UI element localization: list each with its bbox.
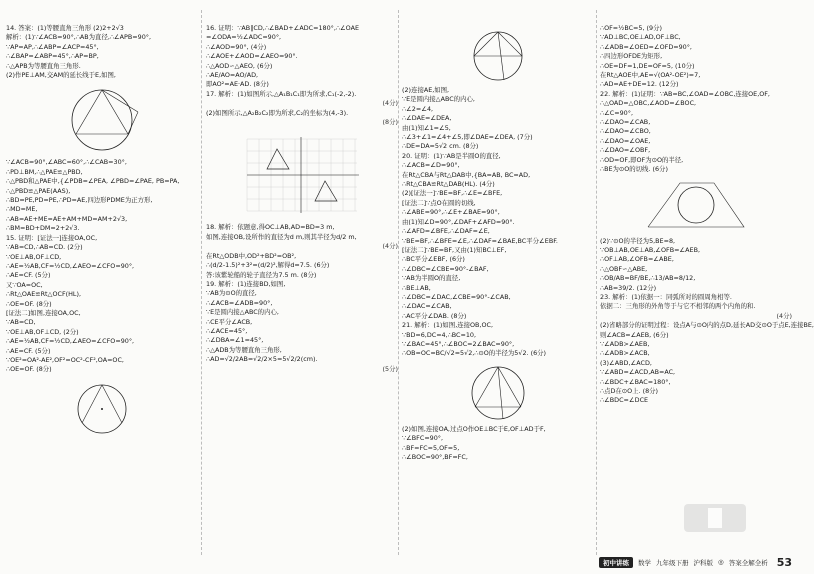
text-line: (3)∠ABD,∠ACD, [600, 358, 652, 367]
text-line: ∴CE平分∠ACB, [206, 317, 253, 326]
text-line: ∴OE=DF=1,DE=OF=5, (10分) [600, 61, 695, 70]
text-line: 19. 解析：(1)连接BD,如图, [206, 279, 286, 288]
text-line: ∵∠ABD=∠ACD,AB=AC, [600, 368, 676, 377]
text-line: ∴PD⊥BM,∴△PAE≌△PBD, [6, 167, 83, 176]
text-line: ∴AB=39/2. (12分) [600, 283, 657, 292]
text-line: (2)如图所示,△A₂B₂C₂即为所求,C₂的坐标为(4,-3). [206, 108, 349, 117]
text-line: ∴∠DBA=∠1=45°, [206, 336, 264, 345]
text-line: ∴BC平分∠EBF, (6分) [402, 255, 465, 264]
text-line: ∴∠ADB=∠OED=∠OFD=90°, [600, 42, 692, 51]
column-divider [596, 10, 597, 555]
text-line: 15. 证明：[证法一]连接OA,OC, [6, 233, 98, 242]
column-3 [402, 24, 594, 552]
column-1 [6, 24, 198, 552]
text-line: ∴AE=½AB,CF=½CD,∠AEO=∠CFO=90°, [6, 261, 135, 270]
text-line: ∴∠AOD=90°, (4分) [206, 42, 267, 51]
text-line: [证法二]∵点O在圆的切线, [402, 198, 476, 207]
text-line: ∴MD=ME, [6, 205, 38, 214]
text-line: ∴OE=OF. (8分) [6, 365, 52, 374]
text-line: ∴∠DAO=∠CBO, [600, 127, 651, 136]
text-line: 21. 解析：(1)如图,连接OB,OC, [402, 321, 493, 330]
text-line: ∴OF=½BC=5, (9分) [600, 24, 662, 32]
text-line: ∴∠BOC=90°,BF=FC, [402, 453, 468, 461]
text-line: (2)省略部分的证明过程：设点A与⊙O内的点D,延长AD交⊙O于点E,连接BE, [600, 321, 814, 330]
text-line: 在Rt△ODB中,OD²+BD²=OB², [206, 251, 297, 260]
text-line: (4分) [382, 242, 398, 251]
column-2 [206, 24, 398, 552]
text-line: ∴∠DAO=∠OAE, [600, 136, 651, 145]
text-line: ∴DE=DA=5√2 cm. (8分) [402, 142, 479, 151]
text-line: ∴∠ADB>∠ACB, [600, 349, 650, 358]
text-line: ∴∠DAC=∠CAB, [402, 302, 452, 311]
text-line: ∴Rt△OAE≌Rt△OCF(HL), [6, 290, 82, 299]
text-line: 17. 解析：(1)如图所示,△A₁B₁C₁即为所求,C₁(-2,-2). [206, 89, 357, 98]
text-line: ∴∠DAO=∠CAB, [600, 118, 651, 127]
text-line: ∵∠ADB>∠AEB, [600, 339, 650, 348]
text-line: ∵∠BAC=45°,∴∠BOC=2∠BAC=90°, [402, 339, 515, 348]
text-line: ∴点D在⊙O上. (8分) [600, 387, 659, 395]
footer-circle-icon: ◎ [718, 558, 724, 566]
text-line: ∴△OAD=△OBC,∠AOD=∠BOC, [600, 99, 697, 108]
text-line: ∵AB为半圆O的直径, [402, 274, 461, 283]
text-line: 答:该紫轮船的轮子直径为7.5 m. (8分) [206, 270, 317, 279]
text-line: ∵AB=CD,∴AB=CD. (2分) [6, 243, 83, 252]
column-4 [600, 24, 814, 552]
text-line: ∵OE⊥AB,OF⊥CD, [6, 252, 62, 261]
text-line: ∴OF⊥AB,∠OFB=∠ABE, [600, 255, 674, 264]
text-line: ∵OE²=OA²-AE²,OF²=OC²-CF²,OA=OC, [6, 355, 124, 364]
watermark-icon [680, 500, 750, 536]
text-line: (8分) [382, 118, 398, 127]
text-line: ∴∠BDC+∠BAC=180°, [600, 377, 671, 386]
text-line: (4分) [382, 99, 398, 108]
circle-figure-q14 [42, 82, 162, 156]
text-line: ∴OB=OC=BC/√2=5√2,∴⊙O的半径为5√2. (6分) [402, 349, 547, 358]
page-number: 53 [776, 555, 792, 569]
text-line: (2)[证法一]∵BE=BF,∴∠E=∠BFE, [402, 189, 503, 198]
text-line: (2)连接AE,如图, [402, 86, 450, 94]
text-line: ∴AE=CF. (5分) [6, 271, 51, 280]
text-line: ∴△APB为等腰直角三角形. [6, 61, 81, 70]
text-line: (5分) [382, 364, 398, 373]
text-line: 由(1)知∠1=∠5, [402, 123, 451, 132]
text-line: ∴∠3+∠1=∠4+∠5,即∠DAE=∠DEA, (7分) [402, 133, 533, 142]
text-line: ∴AE/AO=AO/AD, [206, 71, 259, 80]
text-line: 在Rt△CBA与Rt△DAB中,{BA=AB, BC=AD, [402, 170, 531, 179]
text-line: (2)如图,连接OA,过点O作OE⊥BC于E,OF⊥AD于F, [402, 424, 546, 433]
text-line: ∴∠ABE=90°,∴∠E+∠BAE=90°, [402, 208, 500, 217]
text-line: ∴∠DBC=∠CBE=90°-∠BAF, [402, 264, 489, 273]
text-line: 16. 证明：∵AB∥CD,∴∠BAD+∠ADC=180°,∴∠OAE [206, 24, 360, 32]
text-line: [证法二]如图,连接OA,OC, [6, 308, 81, 317]
column-divider [398, 10, 399, 555]
column-divider [201, 10, 202, 555]
footer-grade: 九年级下册 [656, 558, 689, 567]
series-badge: 初中讲练 [599, 557, 633, 568]
text-line: (2)∵⊙O的半径为5,BE=8, [600, 236, 676, 245]
footer-subject: 数学 [638, 558, 652, 567]
text-line: ∴BE⊥AB, [402, 283, 431, 292]
text-line: 解析：(1)∵∠ACB=90°,∴AB为直径,∴∠APB=90°, [6, 33, 151, 42]
text-line: (4分) [776, 311, 792, 320]
grid-figure-q17 [237, 129, 367, 221]
text-line: (2)作PE⊥AM,交AM的延长线于E,如图, [6, 71, 116, 80]
text-line: ∴BE为⊙O的切线. (6分) [600, 165, 668, 174]
text-line: ∵AP=AP,∴∠ABP=∠ACP=45°, [6, 42, 99, 51]
text-line: ∴BD=PE,PD=PE,∴PD=AE,四边形PDME为正方形, [6, 196, 153, 205]
text-line: [证法二]∵BE=BF,又由(1)知BC⊥EF, [402, 245, 507, 254]
text-line: ∵E是圆内接△ABC的内心, [206, 308, 279, 317]
text-line: ∵AB=CD, [6, 318, 36, 327]
text-line: ∴AD=√2/2AB=√2/2×5=5√2/2(cm). [206, 355, 318, 364]
footer-answer-label: 答案全解全析 [728, 558, 768, 567]
text-line: ∴∠AOE+∠AOD=∠AEO=90°. [206, 52, 298, 61]
text-line: ∵OB⊥AB,OE⊥AB,∠OFB=∠AEB, [600, 245, 700, 254]
circle-figure-q22 [636, 177, 756, 235]
text-line: 14. 答案：(1)等腰直角三角形 (2)2+2√3 [6, 24, 124, 32]
text-line: ∴AB=AE+ME=AE+AM+MD=AM+2√3, [6, 214, 128, 223]
text-line: ∴Rt△CBA≌Rt△DAB(HL). (4分) [402, 180, 495, 189]
text-line: 22. 解析：(1)证明：∵AB=BC,∠OAD=∠OBC,连接OE,OF, [600, 89, 770, 98]
text-line: ∵AB为⊙O的直径, [206, 289, 257, 298]
text-line: 则∠ACB=∠AEB, (6分) [600, 330, 669, 339]
text-line: 又∵OA=OC, [6, 280, 43, 289]
text-line: 23. 解析：(1)依据一：同弧所对的圆周角相等. [600, 292, 732, 301]
text-line: 依据二：三角形的外角等于与它不相邻的两个内角的和. [600, 302, 756, 311]
text-line: ∵BD=6,DC=4,∴BC=10, [402, 330, 476, 339]
circle-figure-q19 [458, 26, 538, 84]
text-line: ∴OE=OF. (8分) [6, 299, 52, 308]
text-line: ∵BE=BF,∴∠BFE=∠E,∴∠DAF=∠BAE,BC平分∠EBF. [402, 236, 558, 245]
text-line: ∴∠ACB=∠D=90°, [402, 161, 460, 170]
text-line: =∠ODA=½∠ADC=90°, [206, 33, 282, 42]
text-line: ∴△AOD∽△AEO, (6分) [206, 61, 273, 70]
circle-figure-q21 [453, 361, 543, 423]
text-line: ∴∠AFD=∠BFE,∴∠DAF=∠E, [402, 227, 490, 236]
text-line: ∵∠ACB=90°,∠ABC=60°,∴∠CAB=30°, [6, 158, 127, 167]
text-line: ∴OB/AB=BF/BE,∴13/AB=8/12, [600, 274, 696, 283]
text-line: ∴△PBD和△PAE中,{∠PDB=∠PEA, ∠PBD=∠PAE, PB=PA, [6, 177, 180, 186]
text-line: 在Rt△AOE中,AE=√(OA²-OE²)=7, [600, 71, 701, 80]
text-line: ∴(d/2-1.5)²+3²=(d/2)²,解得d=7.5. (6分) [206, 261, 330, 270]
text-line: ∴四边形OFDE为矩形, [600, 52, 663, 61]
text-line: ∴△ADB为等腰直角三角形, [206, 345, 282, 354]
text-line: ∴△OBF∽△ABE, [600, 264, 648, 273]
footer-edition: 沪科版 [693, 558, 714, 567]
circle-figure-q15 [52, 377, 152, 437]
text-line: ∴∠2=∠4, [402, 104, 434, 113]
text-line: ∴∠BAP=∠ABP=45°,∴AP=BP, [6, 52, 99, 61]
text-line: ∴∠DAE=∠DEA, [402, 114, 452, 123]
text-line: 即AO²=AE·AD. (8分) [206, 80, 269, 89]
text-line: 如图,连接OB,设所作的直径为d m,则其半径为d/2 m, [206, 232, 357, 241]
page-footer [560, 554, 792, 570]
text-line: ∵∠BFC=90°, [402, 434, 444, 443]
text-line: ∴AD=AE+DE=12. (12分) [600, 80, 679, 89]
text-line: ∵OE⊥AB,OF⊥CD, (2分) [6, 327, 79, 336]
text-line: 18. 解析：依题意,得OC⊥AB,AD=BD=3 m, [206, 223, 335, 232]
text-line: ∴AE=CF. (5分) [6, 346, 51, 355]
text-line: ∴∠ACB=∠ADB=90°, [206, 298, 273, 307]
text-line: 20. 证明：(1)∵AB是半圆O的直径, [402, 151, 501, 160]
text-line: ∴∠DAO=∠OBF, [600, 146, 651, 155]
text-line: ∴∠DBC=∠DAC,∠CBE=90°-∠CAB, [402, 292, 511, 301]
text-line: ∴OD=OF,即OF为⊙O的半径, [600, 155, 684, 164]
text-line: ∵AD⊥BC,OE⊥AD,OF⊥BC, [600, 33, 681, 42]
text-line: ∴BF=FC=5,OF=5, [402, 443, 460, 452]
text-line: ∴BM=BD+DM=2+2√3. [6, 224, 80, 233]
text-line: ∵E是圆内接△ABC的内心, [402, 95, 475, 104]
text-line: ∴AE=½AB,CF=½CD,∠AEO=∠CFO=90°, [6, 337, 135, 346]
text-line: 由(1)知∠D=90°,∠DAF+∠AFD=90°. [402, 217, 515, 226]
text-line: ∴∠ACE=45°, [206, 326, 248, 335]
text-line: ∴△PBD≌△PAE(AAS), [6, 186, 71, 195]
text-line: ∴∠C=90°, [600, 108, 633, 117]
text-line: ∴∠BDC=∠DCE [600, 396, 649, 405]
text-line: ∴AC平分∠DAB. (8分) [402, 311, 467, 320]
